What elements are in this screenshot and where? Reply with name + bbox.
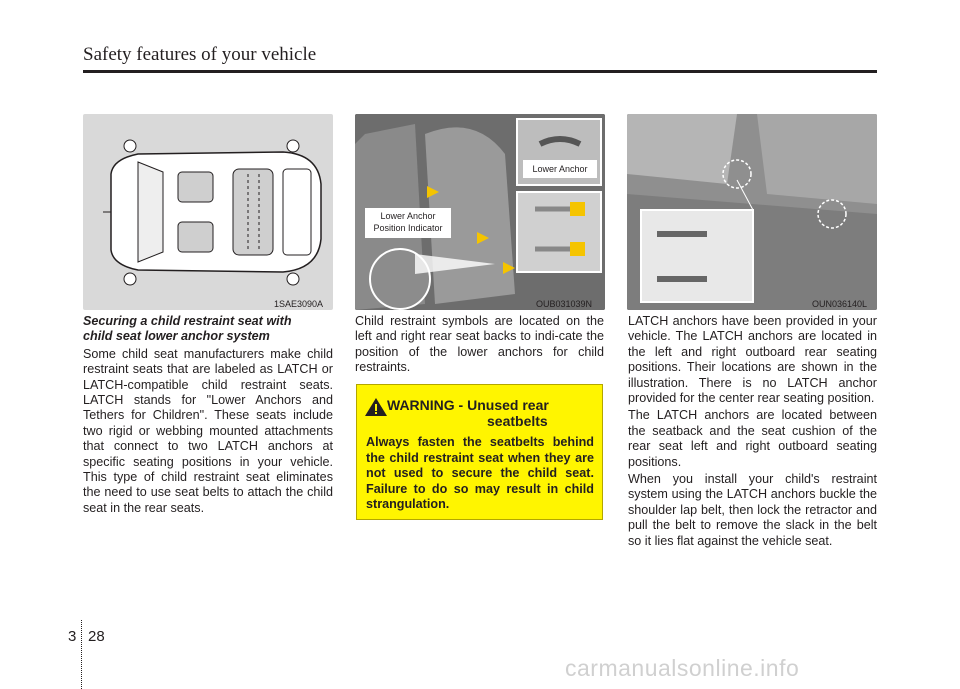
warning-title-line2: seatbelts xyxy=(487,413,548,429)
footer-divider xyxy=(81,620,83,689)
page-number: 28 xyxy=(88,628,105,645)
section-heading xyxy=(83,314,333,345)
position-indicator-label-box xyxy=(365,208,451,238)
figure-caption-3: OUN036140L xyxy=(812,299,868,309)
warning-box xyxy=(356,384,603,520)
warning-title xyxy=(387,397,549,429)
warning-body: Always fasten the seatbelts behind the child restraint seat when they are not used to secure the child seat. Failure to do so may result in child strangulation. xyxy=(366,435,594,512)
figure-caption-1: 1SAE3090A xyxy=(274,299,324,309)
column-3-paragraph-1: LATCH anchors have been provided in your vehicle. The LATCH anchors are located in the left and right outboard rear seating positions. Their locations are shown in the illustration. There is no LATCH anchor provided for the center rear seating position. xyxy=(628,314,877,406)
section-heading-line1: Securing a child restraint seat with xyxy=(83,314,292,328)
figure-caption-2: OUB031039N xyxy=(536,299,593,309)
column-1 xyxy=(83,314,333,518)
lower-anchor-label-box xyxy=(523,160,597,178)
car-top-view-illustration xyxy=(83,114,333,310)
section-heading-line2: child seat lower anchor system xyxy=(83,329,270,344)
watermark: carmanualsonline.info xyxy=(565,655,800,681)
column-3 xyxy=(628,314,877,551)
figure-car-top-view xyxy=(83,114,333,310)
position-indicator-label-line1: Lower Anchor xyxy=(380,211,436,221)
warning-title-line1: WARNING - Unused rear xyxy=(387,397,549,413)
column-3-paragraph-3: When you install your child's restraint system using the LATCH anchors buckle the shoulder lap belt, then lock the retractor and pull the belt to remove the slack in the belt so it lies flat against the vehicle seat. xyxy=(628,472,877,548)
chapter-number: 3 xyxy=(68,628,77,645)
column-2-paragraph: Child restraint symbols are located on the left and right rear seat backs to indi-cate the position of the lower anchors for child restraints. xyxy=(355,314,604,375)
page-header-title: Safety features of your vehicle xyxy=(83,44,317,65)
header-rule xyxy=(83,70,877,73)
figure-seat-anchor-photo xyxy=(627,114,877,310)
column-2 xyxy=(355,314,604,378)
column-1-paragraph: Some child seat manufacturers make child restraint seats that are labeled as LATCH or LATCH-compatible child restraint seats. LATCH stands for "Lower Anchors and Tethers for Children". These seats include two rigid or webbing mounted attachments that connect to two LATCH anchors at specific seating positions in your vehicle. This type of child restraint seat eliminates the need to use seat belts to attach the child seat in the rear seats. xyxy=(83,346,333,515)
figure-lower-anchor-photo xyxy=(355,114,605,310)
position-indicator-label-line2: Position Indicator xyxy=(373,223,443,233)
column-3-paragraph-2: The LATCH anchors are located between the seatback and the seat cushion of the rear seat left and right outboard seating positions. xyxy=(628,408,877,469)
lower-anchor-label: Lower Anchor xyxy=(532,164,588,174)
warning-triangle-icon xyxy=(364,397,388,417)
seat-anchor-illustration xyxy=(627,114,877,310)
